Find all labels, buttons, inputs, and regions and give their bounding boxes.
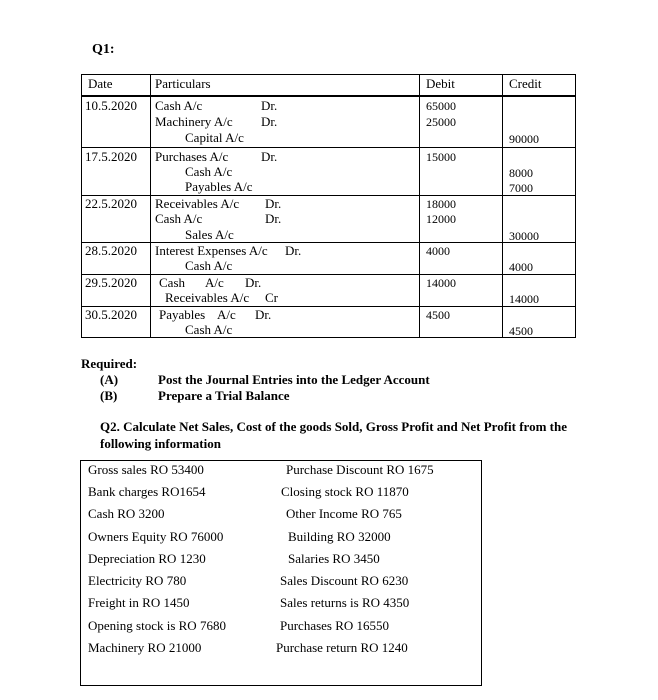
entry-account: Cash A/c [185, 164, 233, 179]
info-item: Gross sales RO 53400 [88, 462, 204, 477]
entry-date: 29.5.2020 [85, 275, 137, 290]
entry-account: Cash A/c [185, 322, 233, 337]
entry-credit: 7000 [509, 181, 533, 195]
required-label: Required: [81, 356, 138, 371]
row-divider [82, 306, 575, 307]
journal-table [81, 74, 576, 338]
entry-drcr: Dr. [265, 211, 282, 226]
entry-account-suffix: A/c [205, 275, 224, 290]
entry-date: 10.5.2020 [85, 98, 137, 113]
entry-drcr: Dr. [265, 196, 282, 211]
required-text-a: Post the Journal Entries into the Ledger Account [158, 372, 430, 387]
entry-credit: 14000 [509, 292, 539, 306]
info-item: Freight in RO 1450 [88, 595, 190, 610]
entry-credit: 4500 [509, 324, 533, 338]
entry-account: Capital A/c [185, 130, 244, 145]
entry-drcr: Dr. [255, 307, 272, 322]
entry-date: 22.5.2020 [85, 196, 137, 211]
info-item: Machinery RO 21000 [88, 640, 202, 655]
entry-account: Cash A/c [185, 258, 233, 273]
entry-account: Receivables A/c [155, 196, 240, 211]
info-item: Building RO 32000 [288, 529, 391, 544]
entry-account: Interest Expenses A/c [155, 243, 268, 258]
entry-account: Purchases A/c [155, 149, 229, 164]
entry-account: Receivables A/c [165, 290, 250, 305]
entry-drcr: Dr. [261, 149, 278, 164]
entry-debit: 25000 [426, 115, 456, 129]
entry-account: Cash A/c [155, 211, 203, 226]
info-item: Purchase Discount RO 1675 [286, 462, 434, 477]
entry-account: Payables [159, 307, 206, 322]
entry-account: Cash A/c [155, 98, 203, 113]
entry-drcr: Dr. [261, 98, 278, 113]
info-item: Opening stock is RO 7680 [88, 618, 226, 633]
row-divider [82, 147, 575, 148]
q1-title: Q1: [92, 42, 115, 57]
header-debit: Debit [426, 76, 455, 91]
entry-credit: 4000 [509, 260, 533, 274]
info-item: Salaries RO 3450 [288, 551, 380, 566]
entry-drcr: Dr. [261, 114, 278, 129]
entry-debit: 4000 [426, 244, 450, 258]
info-item: Electricity RO 780 [88, 573, 187, 588]
column-divider [502, 75, 503, 337]
entry-drcr: Dr. [245, 275, 262, 290]
entry-debit: 15000 [426, 150, 456, 164]
entry-date: 17.5.2020 [85, 149, 137, 164]
entry-date: 28.5.2020 [85, 243, 137, 258]
entry-credit: 90000 [509, 132, 539, 146]
required-text-b: Prepare a Trial Balance [158, 388, 290, 403]
info-item: Other Income RO 765 [286, 506, 402, 521]
entry-account: Machinery A/c [155, 114, 233, 129]
entry-account-suffix: A/c [217, 307, 236, 322]
required-key-a: (A) [100, 372, 119, 387]
info-item: Depreciation RO 1230 [88, 551, 206, 566]
header-credit: Credit [509, 76, 542, 91]
header-date: Date [88, 76, 113, 91]
entry-date: 30.5.2020 [85, 307, 137, 322]
row-divider [82, 95, 575, 97]
entry-credit: 8000 [509, 166, 533, 180]
entry-drcr: Cr [265, 290, 278, 305]
entry-drcr: Dr. [285, 243, 302, 258]
row-divider [82, 274, 575, 275]
entry-debit: 12000 [426, 212, 456, 226]
column-divider [150, 75, 151, 337]
q2-info-box [80, 460, 482, 686]
info-item: Sales Discount RO 6230 [280, 573, 409, 588]
entry-account: Cash [159, 275, 185, 290]
entry-account: Sales A/c [185, 227, 234, 242]
info-item: Cash RO 3200 [88, 506, 165, 521]
required-key-b: (B) [100, 388, 118, 403]
header-particulars: Particulars [155, 76, 211, 91]
info-item: Bank charges RO1654 [88, 484, 206, 499]
entry-debit: 65000 [426, 99, 456, 113]
column-divider [419, 75, 420, 337]
info-item: Sales returns is RO 4350 [280, 595, 410, 610]
entry-debit: 14000 [426, 276, 456, 290]
entry-credit: 30000 [509, 229, 539, 243]
q2-question: Q2. Calculate Net Sales, Cost of the goods Sold, Gross Profit and Net Profit from the following information [100, 419, 568, 451]
entry-account: Payables A/c [185, 179, 253, 194]
info-item: Owners Equity RO 76000 [88, 529, 224, 544]
info-item: Closing stock RO 11870 [281, 484, 409, 499]
info-item: Purchases RO 16550 [280, 618, 390, 633]
info-item: Purchase return RO 1240 [276, 640, 408, 655]
entry-debit: 4500 [426, 308, 450, 322]
entry-debit: 18000 [426, 197, 456, 211]
